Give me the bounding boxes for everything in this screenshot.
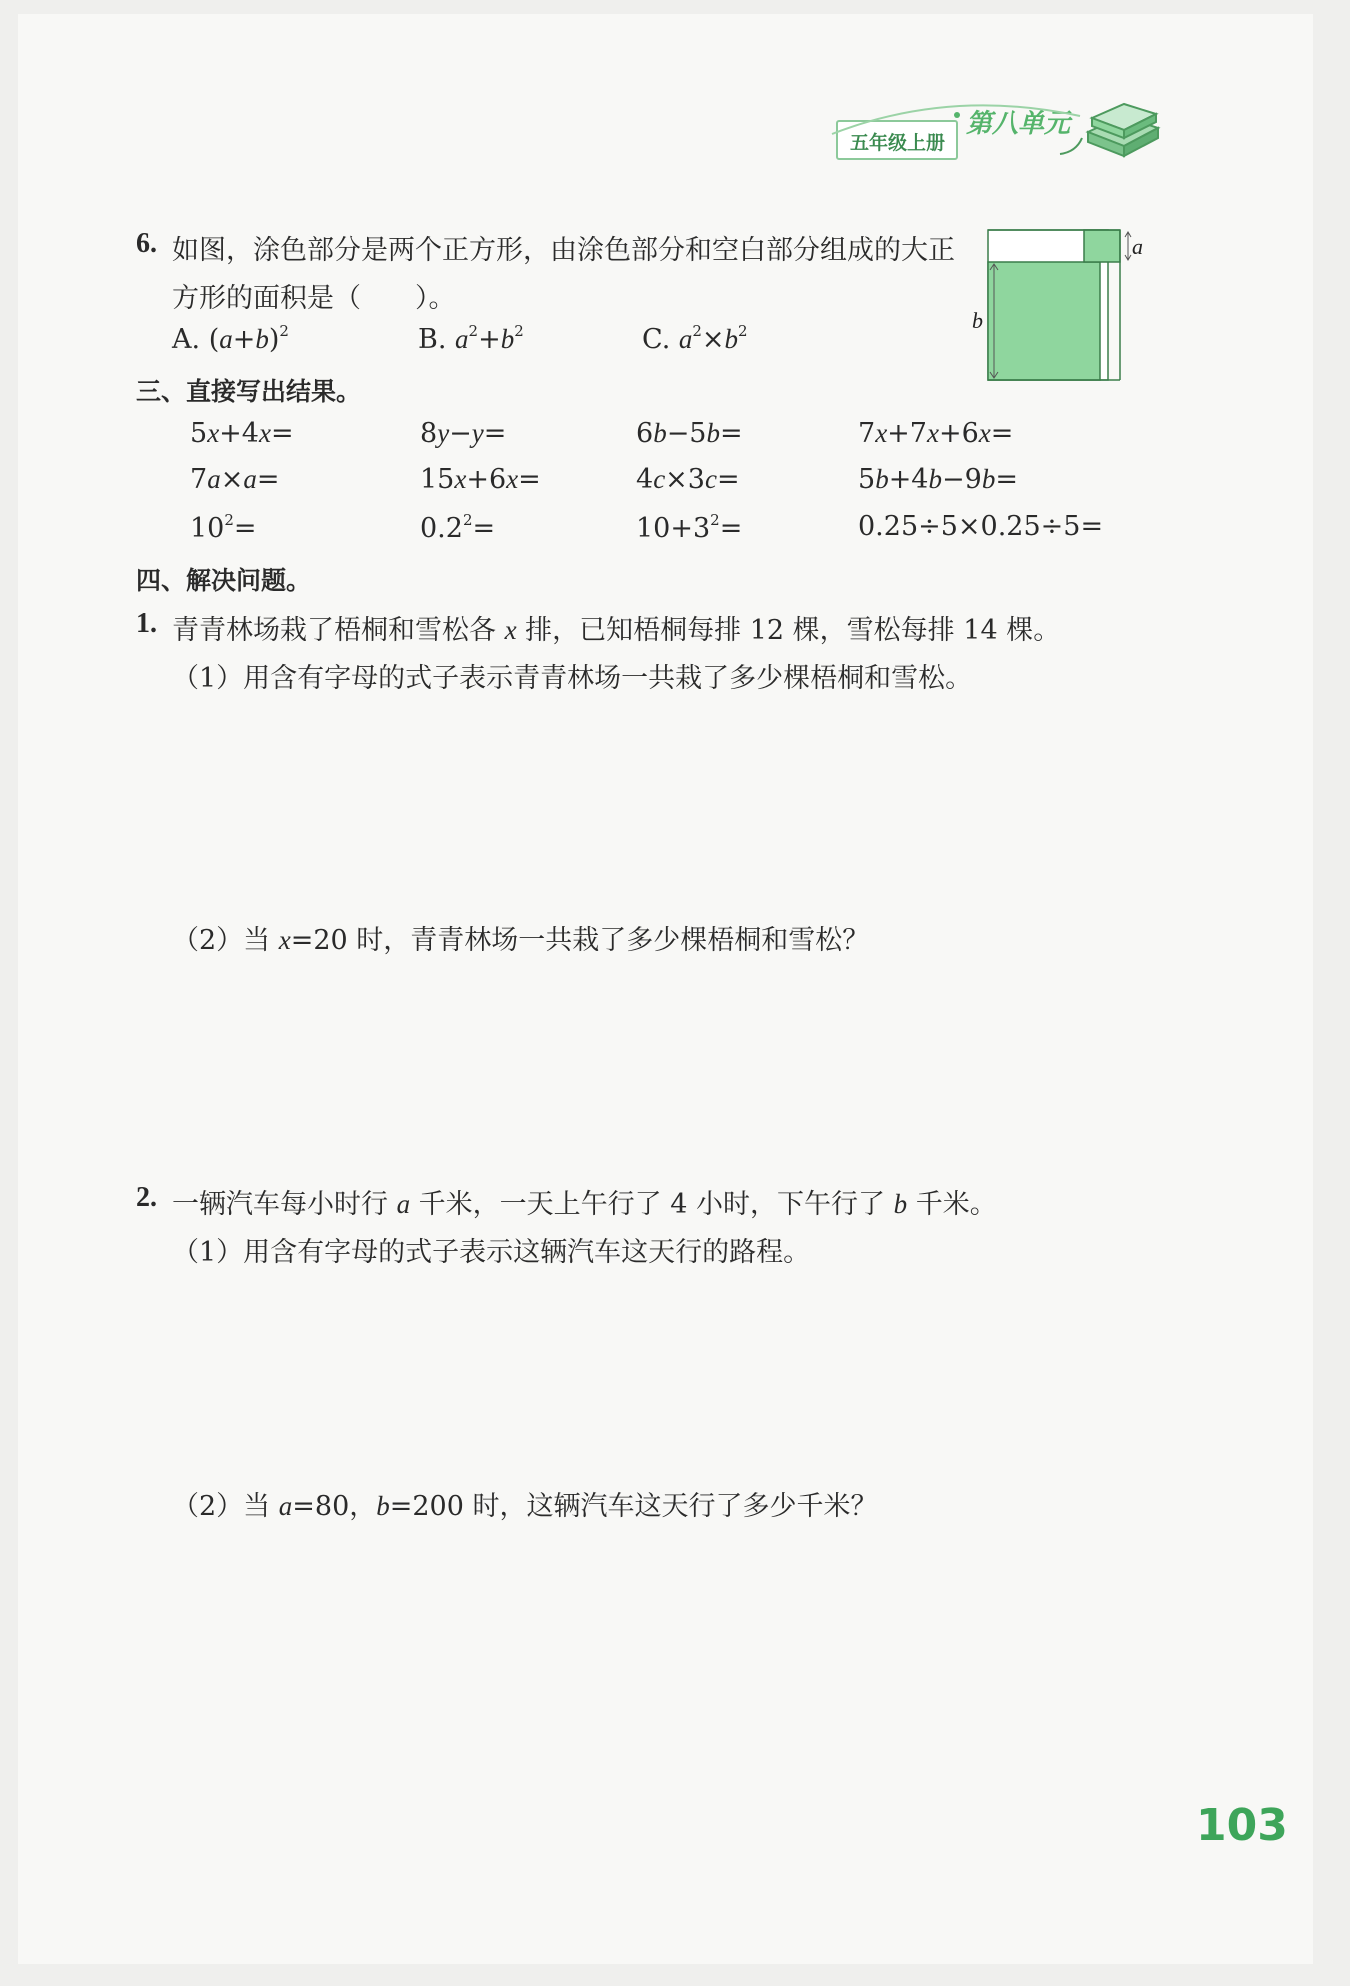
question-number: 6. bbox=[136, 228, 157, 259]
problem-sub1: （1）用含有字母的式子表示这辆汽车这天行的路程。 bbox=[172, 1237, 811, 1268]
problem-sub2: （2）当 x=20 时，青青林场一共栽了多少棵梧桐和雪松？ bbox=[172, 925, 870, 956]
problem-text: 一辆汽车每小时行 a 千米，一天上午行了 4 小时，下午行了 b 千米。 bbox=[172, 1189, 997, 1220]
problem-number: 1. bbox=[136, 608, 157, 639]
option-a[interactable] bbox=[172, 322, 289, 355]
problem-number: 2. bbox=[136, 1182, 157, 1213]
calc-item: 5x+4x= bbox=[190, 418, 294, 449]
calc-item: 7a×a= bbox=[190, 464, 280, 495]
question-text-line1: 如图，涂色部分是两个正方形，由涂色部分和空白部分组成的大正 bbox=[172, 235, 955, 266]
calc-item: 7x+7x+6x= bbox=[858, 418, 1014, 449]
option-a-expr: $(a+b)^2$ bbox=[208, 322, 289, 355]
option-b-prefix: B. bbox=[418, 324, 447, 355]
option-c-prefix: C. bbox=[642, 324, 671, 355]
option-a-prefix: A. bbox=[172, 324, 201, 355]
calc-item: 4c×3c= bbox=[636, 464, 740, 495]
squares-figure bbox=[968, 224, 1148, 384]
calc-item: 5b+4b−9b= bbox=[858, 464, 1018, 495]
books-icon bbox=[1082, 92, 1162, 162]
calc-item: 15x+6x= bbox=[420, 464, 541, 495]
page-number: 103 bbox=[1196, 1800, 1288, 1851]
option-b[interactable] bbox=[418, 322, 524, 355]
problem-text: 青青林场栽了梧桐和雪松各 x 排，已知梧桐每排 12 棵，雪松每排 14 棵。 bbox=[172, 615, 1061, 646]
calc-item: 8y−y= bbox=[420, 418, 507, 449]
calc-item: $10^2=$ bbox=[190, 511, 257, 544]
option-b-expr: $a^2+b^2$ bbox=[455, 322, 524, 355]
header-swoosh bbox=[830, 94, 1090, 164]
section-title: 四、解决问题。 bbox=[136, 566, 312, 595]
calc-item: 6b−5b= bbox=[636, 418, 743, 449]
label-b: b bbox=[972, 308, 983, 333]
grade-label: 五年级上册 bbox=[850, 132, 946, 154]
problem-sub1: （1）用含有字母的式子表示青青林场一共栽了多少棵梧桐和雪松。 bbox=[172, 663, 973, 694]
option-c[interactable] bbox=[642, 322, 748, 355]
option-c-expr: $a^2\times b^2$ bbox=[678, 322, 748, 355]
problem-sub2: （2）当 a=80，b=200 时，这辆汽车这天行了多少千米？ bbox=[172, 1491, 878, 1522]
unit-title: 第八单元 bbox=[966, 109, 1071, 139]
label-a: a bbox=[1132, 234, 1143, 259]
calc-item: $0.2^2=$ bbox=[420, 511, 496, 544]
calc-item: $10+3^2=$ bbox=[636, 511, 743, 544]
section-title: 三、直接写出结果。 bbox=[136, 377, 362, 406]
question-text-line2: 方形的面积是（ ）。 bbox=[172, 283, 456, 314]
calc-item: 0.25÷5×0.25÷5= bbox=[858, 511, 1104, 542]
